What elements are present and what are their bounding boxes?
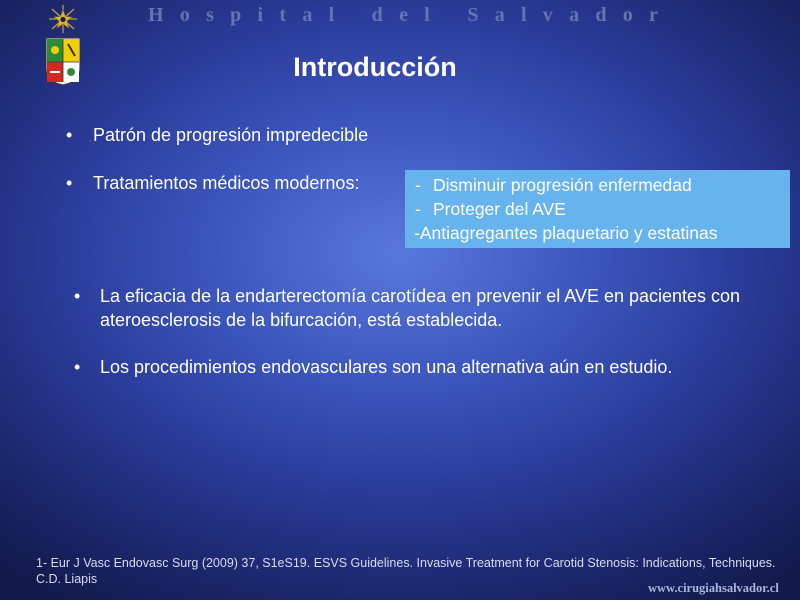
- bullet-text: Tratamientos médicos modernos:: [93, 173, 360, 193]
- hospital-title-letter: a: [302, 4, 313, 26]
- hospital-title-letter: s: [206, 4, 214, 26]
- reference-footnote: 1- Eur J Vasc Endovasc Surg (2009) 37, S1eS19. ESVS Guidelines. Invasive Treatment for Carotid Stenosis: Indications, Techniques. C.D. Liapis: [36, 556, 776, 586]
- treatment-goals-box: [405, 170, 790, 248]
- hospital-title-letter: S: [467, 4, 479, 26]
- hospital-title-letter: a: [494, 4, 505, 26]
- bullet-dot: •: [66, 125, 73, 145]
- bullet-text: Patrón de progresión impredecible: [93, 125, 369, 145]
- hospital-title: [148, 4, 658, 27]
- hospital-title-letter: p: [230, 4, 242, 26]
- bullet-text: Los procedimientos endovasculares son una alternativa aún en estudio.: [100, 357, 673, 377]
- slide-title: Introducción: [293, 52, 457, 82]
- hospital-title-letter: [446, 4, 451, 27]
- hospital-title-letter: H: [148, 4, 164, 26]
- box-item: - Proteger del AVE: [415, 199, 566, 219]
- hospital-title-letter: i: [257, 4, 264, 26]
- bullet-item: [74, 284, 754, 332]
- hospital-title-letter: o: [622, 4, 633, 26]
- bullet-dot: •: [74, 357, 81, 377]
- hospital-title-letter: t: [279, 4, 287, 26]
- website-url: www.cirugiahsalvador.cl: [648, 581, 779, 595]
- box-item: - Disminuir progresión enfermedad: [415, 175, 692, 195]
- hospital-title-letter: d: [595, 4, 607, 26]
- hospital-title-letter: l: [328, 4, 335, 26]
- star-emblem-icon: [46, 4, 80, 34]
- hospital-title-letter: l: [424, 4, 430, 26]
- hospital-title-letter: e: [399, 4, 408, 26]
- bullet-item: [74, 355, 754, 379]
- hospital-title-letter: a: [569, 4, 580, 26]
- hospital-title-letter: l: [520, 4, 527, 26]
- hospital-title-letter: v: [542, 4, 553, 26]
- university-coat-of-arms-icon: [44, 36, 82, 86]
- bullet-dot: •: [74, 286, 81, 306]
- hospital-title-letter: [350, 4, 355, 27]
- bullet-dot: •: [66, 173, 73, 193]
- bullet-text: La eficacia de la endarterectomía carotídea en prevenir el AVE en pacientes con ateroesclerosis de la bifurcación, está establecida.: [100, 286, 741, 330]
- hospital-title-letter: r: [648, 4, 658, 26]
- box-item: -Antiagregantes plaquetario y estatinas: [414, 223, 718, 243]
- hospital-title-letter: d: [371, 4, 383, 26]
- hospital-title-letter: o: [179, 4, 190, 26]
